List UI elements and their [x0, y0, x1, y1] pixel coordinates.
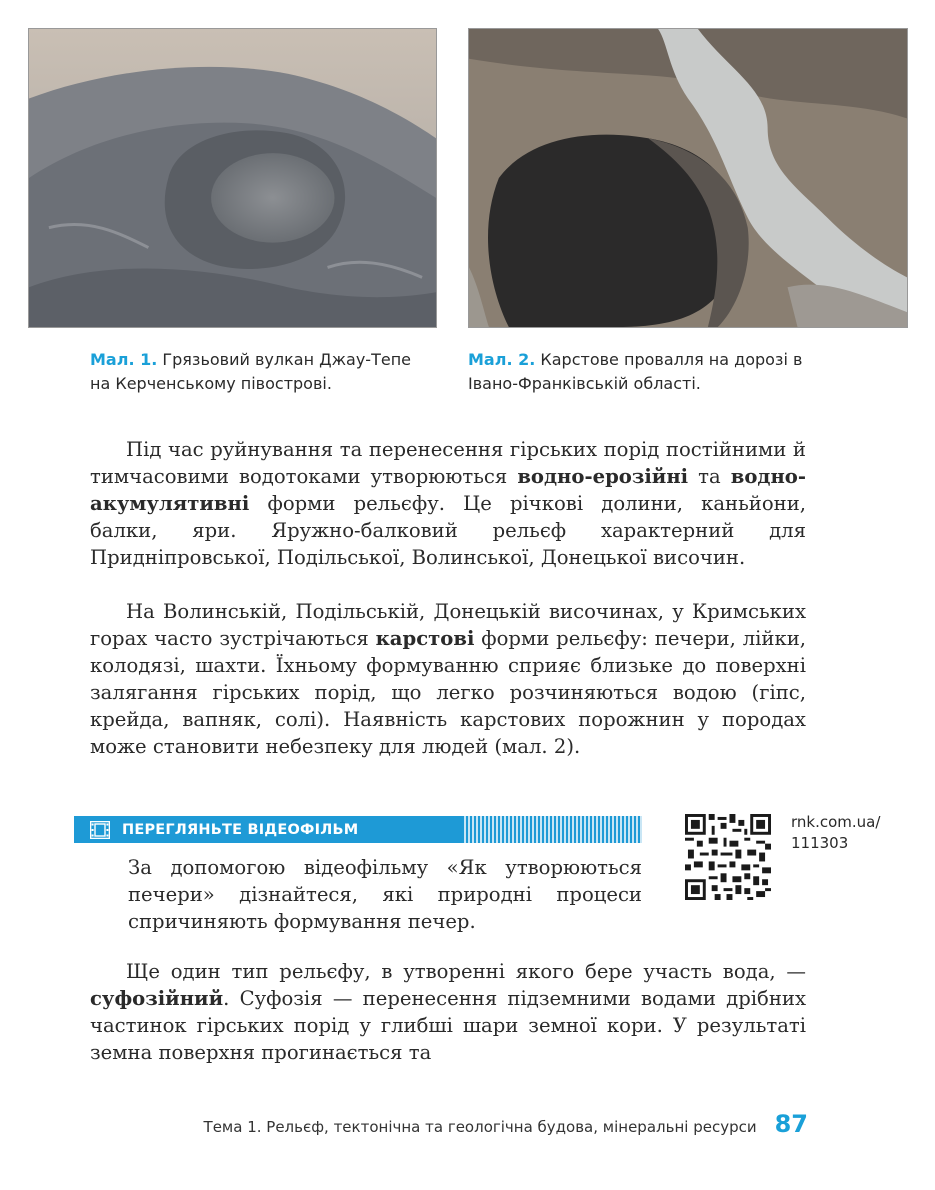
term-karst: карстові [375, 627, 475, 650]
term-suffosion: суфозійний [90, 987, 224, 1010]
page-number: 87 [774, 1110, 808, 1138]
video-link-line2: 111303 [791, 834, 849, 852]
paragraph-karst: На Волинській, Подільській, Донецькій височинах, у Кримських горах часто зустрічаються карстові форми рельєфу: печери, лійки, колодязі, шахти. Їхньому формуванню сприяє близьке до поверхні залягання гірських порід, що легко розчиняються водою (гіпс, крейда, вапняк, солі). Наявність карстових порожнин у породах може становити небезпеку для людей (мал. 2). [90, 600, 806, 758]
video-section-title: ПЕРЕГЛЯНЬТЕ ВІДЕОФІЛЬМ [122, 821, 359, 838]
karst-sinkhole-photo [468, 28, 908, 328]
figure-1-text: Грязьовий вулкан Джау-Тепе на Керченському півострові. [90, 350, 411, 393]
video-section-header [74, 816, 642, 843]
video-link[interactable] [791, 812, 880, 854]
video-description: За допомогою відеофільму «Як утворюються печери» дізнайтеся, які природні процеси спричиняють формування печер. [128, 856, 642, 933]
figure-1-label: Мал. 1. [90, 350, 158, 369]
figure-2-label: Мал. 2. [468, 350, 536, 369]
term-water-erosion: водно-ерозійні [517, 465, 689, 488]
qr-code-icon[interactable] [685, 814, 771, 900]
video-link-line1: rnk.com.ua/ [791, 813, 881, 831]
paragraph-suffosion: Ще один тип рельєфу, в утворенні якого бере участь вода, — суфозійний. Суфозія — перенесення підземними водами дрібних частинок гірських порід у глибші шари земної кори. У результаті земна поверхня прогинається та [90, 960, 806, 1064]
film-icon [90, 821, 110, 839]
figure-2-text: Карстове провалля на дорозі в Івано-Франківській області. [468, 350, 803, 393]
figure-2-caption [468, 348, 848, 396]
footer-topic: Тема 1. Рельєф, тектонічна та геологічна будова, мінеральні ресурси [203, 1118, 757, 1136]
term-water-accumulation: водно-акумулятивні [90, 465, 807, 515]
page-footer [148, 1110, 808, 1138]
paragraph-water-erosion: Під час руйнування та перенесення гірських порід постійними й тимчасовими водотоками утворюються водно-ерозійні та водно-акумулятивні форми рельєфу. Це річкові долини, каньйони, балки, яри. Яружно-балковий рельєф характерний для Придніпровської, Подільської, Волинської, Донецької височин. [90, 438, 807, 569]
mud-volcano-photo [28, 28, 437, 328]
figure-1-caption [90, 348, 420, 396]
